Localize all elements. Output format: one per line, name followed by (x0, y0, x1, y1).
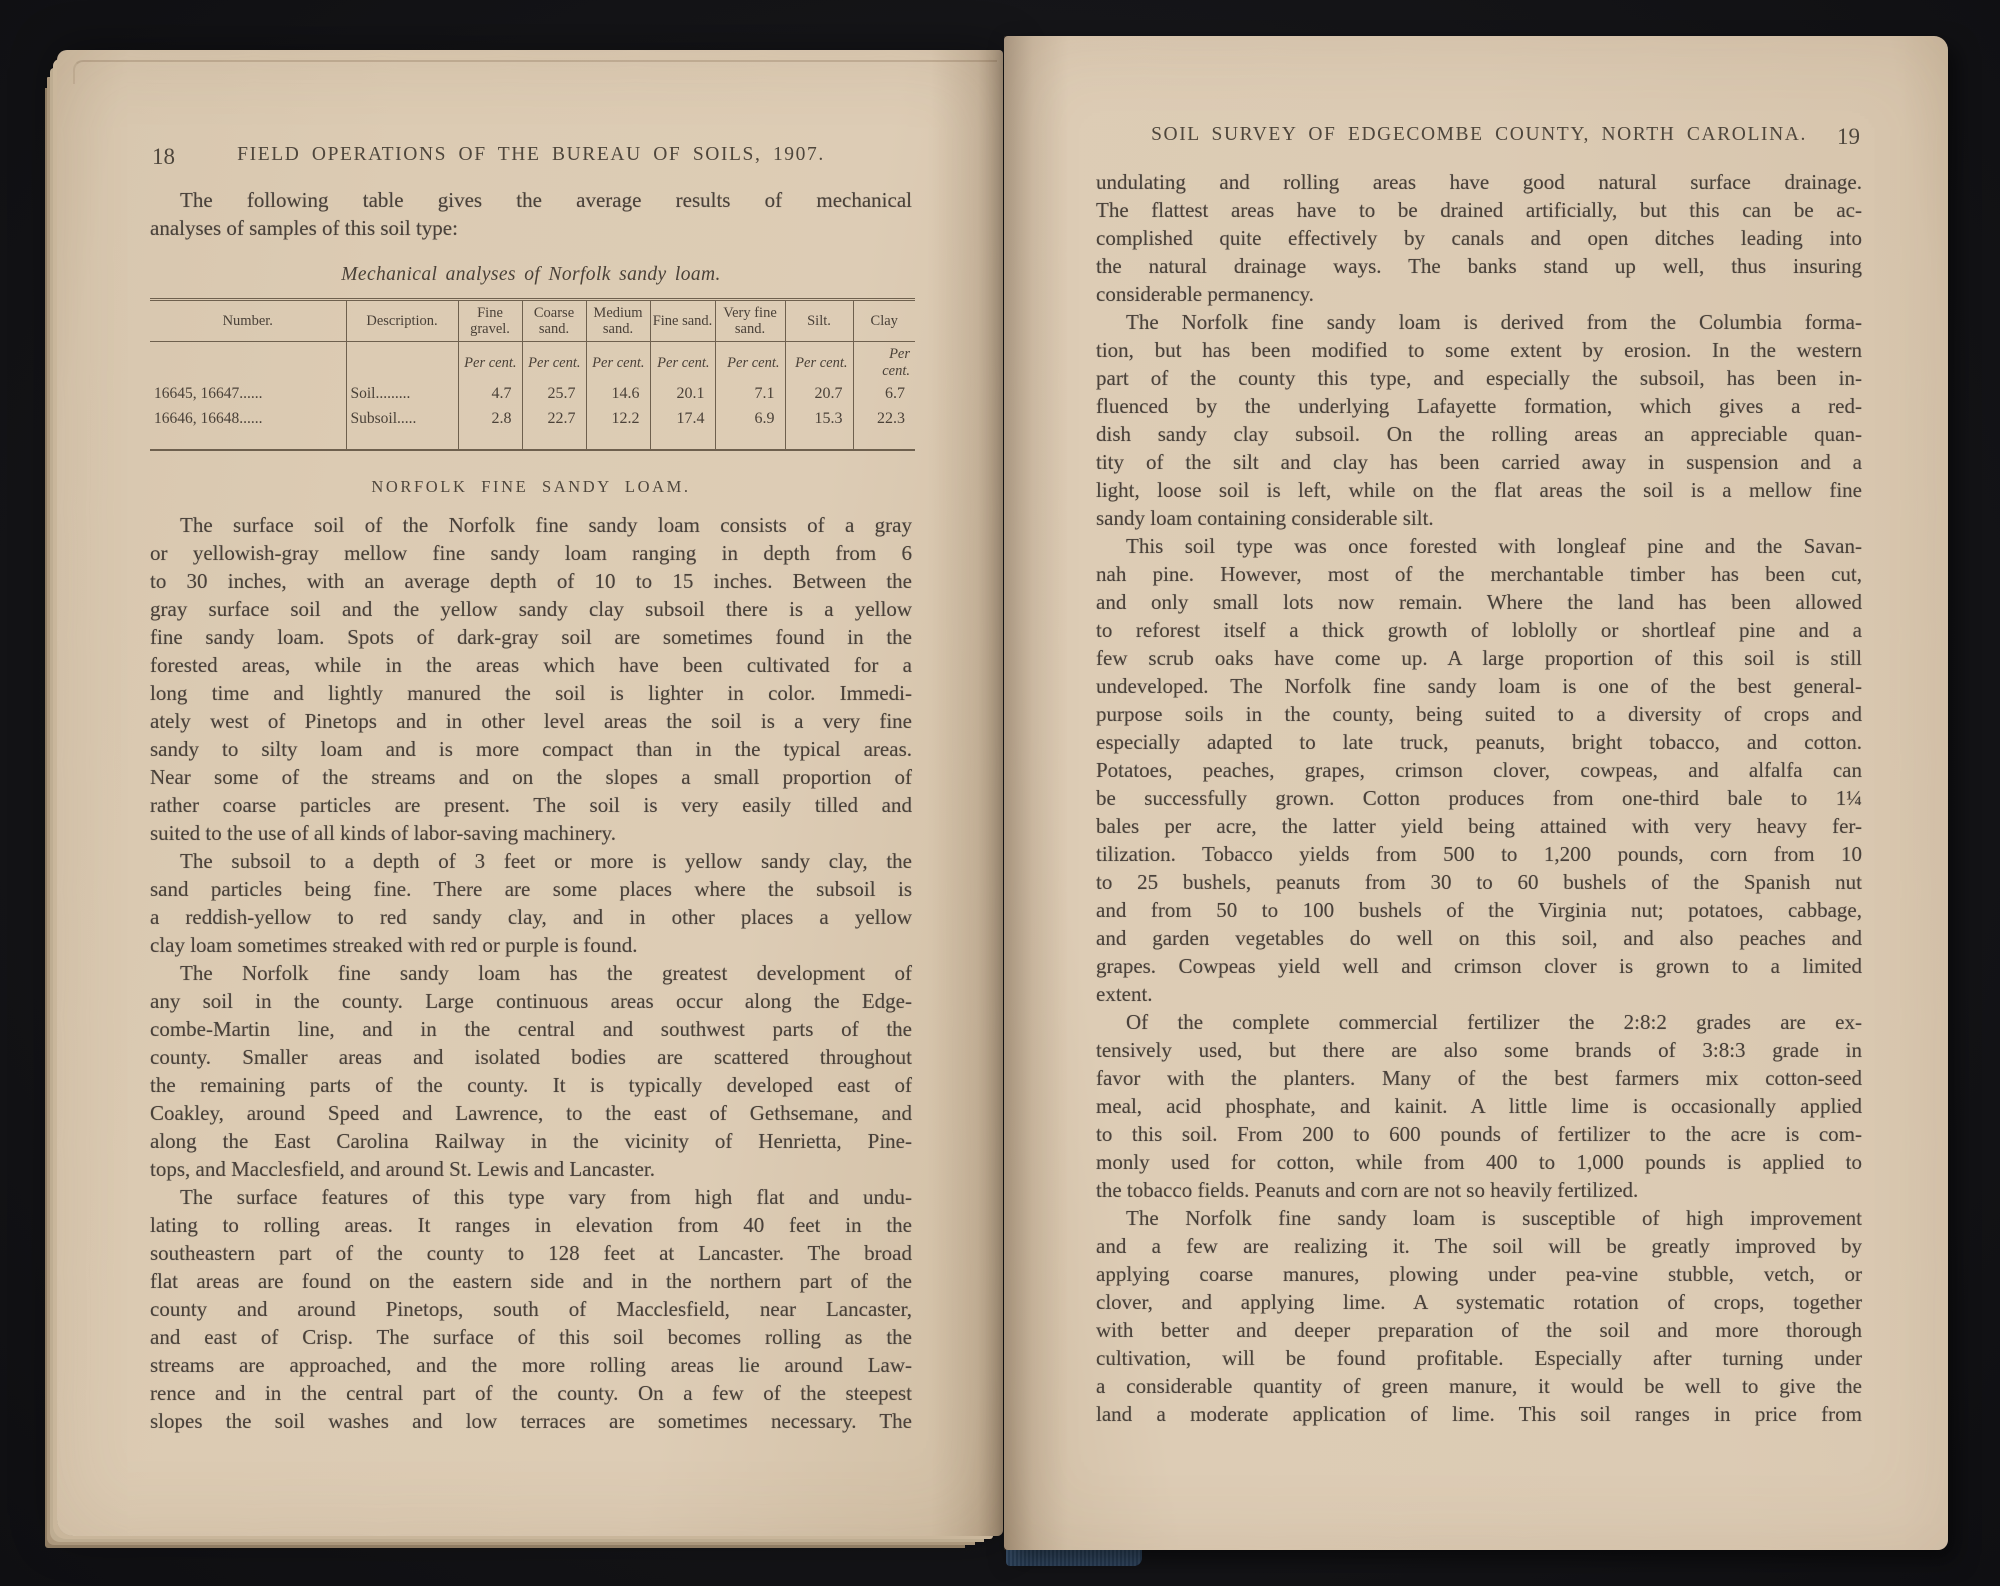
text-line: fine sandy loam. Spots of dark-gray soil are sometimes found in the (150, 625, 912, 649)
text-line: slopes the soil washes and low terraces are sometimes necessary. The (150, 1409, 912, 1433)
text-line: and a few are realizing it. The soil will be greatly improved by (1096, 1234, 1862, 1258)
text-line: cultivation, will be found profitable. Especially after turning under (1096, 1346, 1862, 1370)
page-left-body-text (150, 511, 912, 1435)
text-line: fluenced by the underlying Lafayette formation, which gives a red- (1096, 394, 1862, 418)
text-line: and from 50 to 100 bushels of the Virginia nut; potatoes, cabbage, (1096, 898, 1862, 922)
text-line: purpose soils in the county, being suited to a diversity of crops and (1096, 702, 1862, 726)
text-line: land a moderate application of lime. This soil ranges in price from (1096, 1402, 1862, 1426)
table-unit-cell: Per cent. (785, 342, 853, 382)
page-left (57, 50, 1003, 1536)
table-column-header: Coarse sand. (522, 300, 586, 342)
paragraph (1096, 168, 1862, 308)
table-cell-empty (522, 431, 586, 450)
sample-number-cell: 16645, 16647...... (154, 385, 263, 402)
text-line: clay loam sometimes streaked with red or purple is found. (150, 933, 638, 957)
text-line: clover, and applying lime. A systematic rotation of crops, together (1096, 1290, 1862, 1314)
text-line: and only small lots now remain. Where the land has been allowed (1096, 590, 1862, 614)
text-line: county. Smaller areas and isolated bodies are scattered throughout (150, 1045, 912, 1069)
text-line: complished quite effectively by canals and open ditches leading into (1096, 226, 1862, 250)
running-header-right: SOIL SURVEY OF EDGECOMBE COUNTY, NORTH CAROLINA. (1151, 124, 1807, 145)
page-right-content (1096, 36, 1862, 1428)
text-line: The flattest areas have to be drained artificially, but this can be ac- (1096, 198, 1862, 222)
text-line: forested areas, while in the areas which have been cultivated for a (150, 653, 912, 677)
text-line: rather coarse particles are present. The soil is very easily tilled and (150, 793, 912, 817)
text-line: The following table gives the average results of mechanical (180, 188, 912, 212)
text-line: be successfully grown. Cotton produces from one-third bale to 1¼ (1096, 786, 1862, 810)
page-right-body-text (1096, 168, 1862, 1428)
text-line: streams are approached, and the more rolling areas lie around Law- (150, 1353, 912, 1377)
table-unit-cell: Per cent. (522, 342, 586, 382)
value-cell: 22.7 (522, 406, 586, 431)
table-column-header: Clay (853, 300, 915, 342)
table-unit-cell: Per cent. (586, 342, 650, 382)
intro-paragraph (150, 186, 912, 242)
text-line: meal, acid phosphate, and kainit. A little lime is occasionally applied (1096, 1094, 1862, 1118)
page-right (1004, 36, 1948, 1550)
table-row (150, 406, 915, 431)
text-line: tops, and Macclesfield, and around St. Lewis and Lancaster. (150, 1157, 656, 1181)
text-line: and garden vegetables do well on this soil, and also peaches and (1096, 926, 1862, 950)
text-line: the natural drainage ways. The banks stand up well, thus insuring (1096, 254, 1862, 278)
paragraph (1096, 1008, 1862, 1204)
table-cell-empty (586, 431, 650, 450)
text-line: analyses of samples of this soil type: (150, 216, 458, 240)
text-line: combe-Martin line, and in the central and southwest parts of the (150, 1017, 912, 1041)
table-cell-empty (346, 431, 458, 450)
table-row (150, 381, 915, 406)
table-cell-empty (715, 431, 785, 450)
text-line: county and around Pinetops, south of Macclesfield, near Lancaster, (150, 1297, 912, 1321)
text-line: This soil type was once forested with longleaf pine and the Savan- (1126, 534, 1862, 558)
text-line: and east of Crisp. The surface of this soil becomes rolling as the (150, 1325, 912, 1349)
text-line: tion, but has been modified to some extent by erosion. In the western (1096, 338, 1862, 362)
text-line: The subsoil to a depth of 3 feet or more is yellow sandy clay, the (180, 849, 912, 873)
value-cell: 22.3 (853, 406, 915, 431)
text-line: the remaining parts of the county. It is typically developed east of (150, 1073, 912, 1097)
text-line: to this soil. From 200 to 600 pounds of fertilizer to the acre is com- (1096, 1122, 1862, 1146)
text-line: The Norfolk fine sandy loam has the greatest development of (180, 961, 912, 985)
text-line: a reddish-yellow to red sandy clay, and in other places a yellow (150, 905, 912, 929)
text-line: suited to the use of all kinds of labor-saving machinery. (150, 821, 616, 845)
text-line: Of the complete commercial fertilizer the 2:8:2 grades are ex- (1126, 1010, 1862, 1034)
text-line: to 30 inches, with an average depth of 10 to 15 inches. Between the (150, 569, 912, 593)
text-line: dish sandy clay subsoil. On the rolling areas an appreciable quan- (1096, 422, 1862, 446)
table-column-header: Description. (346, 300, 458, 342)
text-line: bales per acre, the latter yield being attained with very heavy fer- (1096, 814, 1862, 838)
table-column-header: Fine gravel. (458, 300, 522, 342)
text-line: sand particles being fine. There are some places where the subsoil is (150, 877, 912, 901)
text-line: undulating and rolling areas have good natural surface drainage. (1096, 170, 1862, 194)
text-line: few scrub oaks have come up. A large proportion of this soil is still (1096, 646, 1862, 670)
value-cell: 7.1 (715, 381, 785, 406)
table-cell-empty (650, 431, 715, 450)
table-column-header: Number. (150, 300, 346, 342)
page-number-right: 19 (1837, 124, 1860, 149)
value-cell: 4.7 (458, 381, 522, 406)
table-unit-cell: Per cent. (853, 342, 915, 382)
section-heading: NORFOLK FINE SANDY LOAM. (371, 477, 691, 496)
running-header-row-right (1096, 124, 1862, 154)
text-line: sandy to silty loam and is more compact than in the typical areas. (150, 737, 912, 761)
description-cell: Soil......... (346, 381, 458, 406)
text-line: undeveloped. The Norfolk fine sandy loam is one of the best general- (1096, 674, 1862, 698)
mechanical-analyses-table (150, 298, 915, 451)
text-line: a considerable quantity of green manure, it would be well to give the (1096, 1374, 1862, 1398)
table-column-header: Fine sand. (650, 300, 715, 342)
text-line: along the East Carolina Railway in the vicinity of Henrietta, Pine- (150, 1129, 912, 1153)
table-column-header: Medium sand. (586, 300, 650, 342)
table-column-header: Very fine sand. (715, 300, 785, 342)
value-cell: 6.9 (715, 406, 785, 431)
paragraph (150, 1183, 912, 1435)
table-header-row (150, 300, 915, 342)
value-cell: 14.6 (586, 381, 650, 406)
table-caption: Mechanical analyses of Norfolk sandy loam. (341, 264, 721, 285)
text-line: or yellowish-gray mellow fine sandy loam ranging in depth from 6 (150, 541, 912, 565)
value-cell: 15.3 (785, 406, 853, 431)
page-left-content (150, 50, 912, 1435)
table-cell-empty (785, 431, 853, 450)
text-line: light, loose soil is left, while on the flat areas the soil is a mellow fine (1096, 478, 1862, 502)
paragraph (150, 511, 912, 847)
text-line: southeastern part of the county to 128 feet at Lancaster. The broad (150, 1241, 912, 1265)
table-column-header: Silt. (785, 300, 853, 342)
paragraph (1096, 532, 1862, 1008)
text-line: The surface soil of the Norfolk fine sandy loam consists of a gray (180, 513, 912, 537)
text-line: favor with the planters. Many of the best farmers mix cotton-seed (1096, 1066, 1862, 1090)
text-line: rence and in the central part of the county. On a few of the steepest (150, 1381, 912, 1405)
text-line: tity of the silt and clay has been carried away in suspension and a (1096, 450, 1862, 474)
text-line: lating to rolling areas. It ranges in elevation from 40 feet in the (150, 1213, 912, 1237)
value-cell: 2.8 (458, 406, 522, 431)
text-line: extent. (1096, 982, 1153, 1006)
text-line: Near some of the streams and on the slopes a small proportion of (150, 765, 912, 789)
text-line: with better and deeper preparation of the soil and more thorough (1096, 1318, 1862, 1342)
text-line: the tobacco fields. Peanuts and corn are not so heavily fertilized. (1096, 1178, 1639, 1202)
paragraph (150, 959, 912, 1183)
text-line: considerable permanency. (1096, 282, 1314, 306)
value-cell: 20.7 (785, 381, 853, 406)
text-line: The Norfolk fine sandy loam is susceptible of high improvement (1126, 1206, 1862, 1230)
text-line: tilization. Tobacco yields from 500 to 1,200 pounds, corn from 10 (1096, 842, 1862, 866)
value-cell: 17.4 (650, 406, 715, 431)
text-line: grapes. Cowpeas yield well and crimson clover is grown to a limited (1096, 954, 1862, 978)
value-cell: 20.1 (650, 381, 715, 406)
text-line: tensively used, but there are also some brands of 3:8:3 grade in (1096, 1038, 1862, 1062)
text-line: The Norfolk fine sandy loam is derived from the Columbia forma- (1126, 310, 1862, 334)
running-header-row-left (150, 144, 912, 174)
text-line: gray surface soil and the yellow sandy clay subsoil there is a yellow (150, 597, 912, 621)
paragraph (1096, 1204, 1862, 1428)
text-line: flat areas are found on the eastern side and in the northern part of the (150, 1269, 912, 1293)
value-cell: 12.2 (586, 406, 650, 431)
paragraph (1096, 308, 1862, 532)
running-header-left: FIELD OPERATIONS OF THE BUREAU OF SOILS, 1907. (237, 144, 825, 165)
text-line: ately west of Pinetops and in other level areas the soil is a very fine (150, 709, 912, 733)
text-line: sandy loam containing considerable silt. (1096, 506, 1434, 530)
table-cell-empty (458, 431, 522, 450)
text-line: to 25 bushels, peanuts from 30 to 60 bushels of the Spanish nut (1096, 870, 1862, 894)
table-cell-empty (853, 431, 915, 450)
text-line: monly used for cotton, while from 400 to 1,000 pounds is applied to (1096, 1150, 1862, 1174)
text-line: The surface features of this type vary from high flat and undu- (180, 1185, 912, 1209)
text-line: applying coarse manures, plowing under pea-vine stubble, vetch, or (1096, 1262, 1862, 1286)
page-number-left: 18 (152, 144, 175, 169)
text-line: nah pine. However, most of the merchantable timber has been cut, (1096, 562, 1862, 586)
text-line: Potatoes, peaches, grapes, crimson clover, cowpeas, and alfalfa can (1096, 758, 1862, 782)
text-line: part of the county this type, and especially the subsoil, has been in- (1096, 366, 1862, 390)
sample-number-cell: 16646, 16648...... (154, 410, 263, 427)
table-spacer-row (150, 431, 915, 450)
table-cell-empty (150, 342, 346, 382)
table-cell-empty (150, 431, 346, 450)
text-line: Coakley, around Speed and Lawrence, to the east of Gethsemane, and (150, 1101, 912, 1125)
paragraph (150, 847, 912, 959)
text-line: long time and lightly manured the soil is lighter in color. Immedi- (150, 681, 912, 705)
table-unit-cell: Per cent. (650, 342, 715, 382)
value-cell: 25.7 (522, 381, 586, 406)
table-unit-row (150, 342, 915, 382)
table-cell-empty (346, 342, 458, 382)
text-line: especially adapted to late truck, peanuts, bright tobacco, and cotton. (1096, 730, 1862, 754)
text-line: any soil in the county. Large continuous areas occur along the Edge- (150, 989, 912, 1013)
description-cell: Subsoil..... (346, 406, 458, 431)
table-unit-cell: Per cent. (458, 342, 522, 382)
table-unit-cell: Per cent. (715, 342, 785, 382)
paragraph (150, 186, 912, 242)
text-line: to reforest itself a thick growth of loblolly or shortleaf pine and a (1096, 618, 1862, 642)
value-cell: 6.7 (853, 381, 915, 406)
